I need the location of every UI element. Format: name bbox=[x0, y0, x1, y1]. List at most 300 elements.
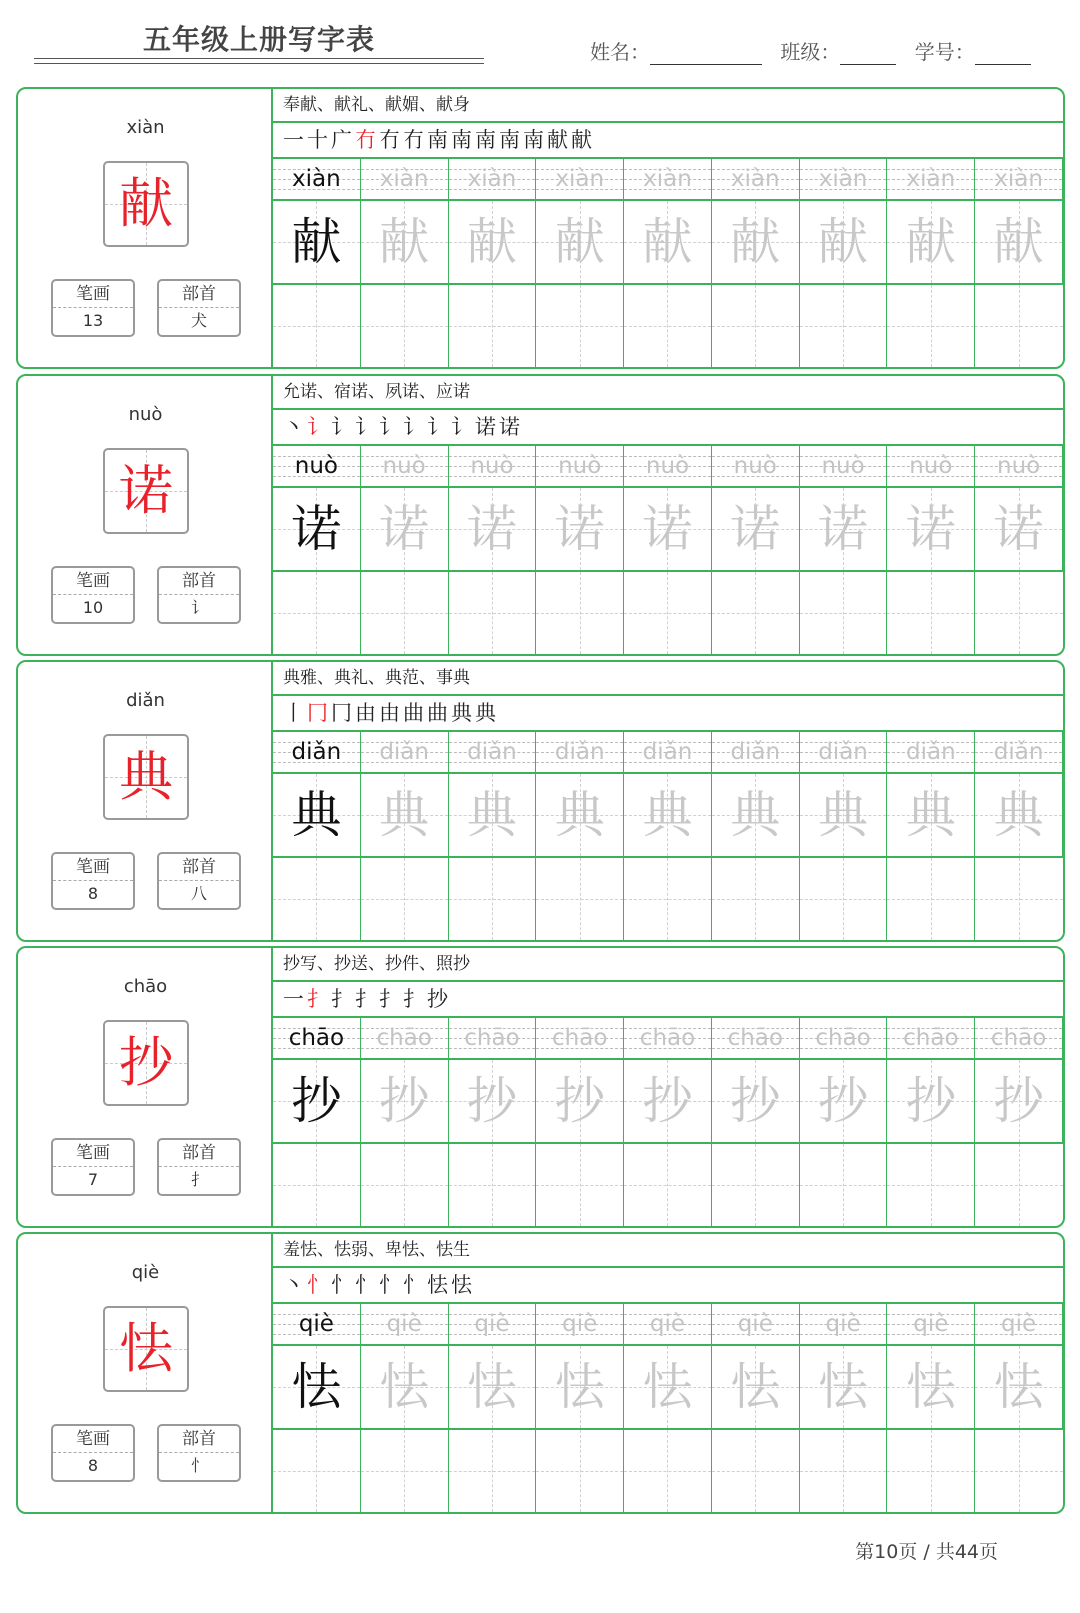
radical-value: 忄 bbox=[190, 1456, 207, 1475]
pinyin-cell bbox=[361, 159, 449, 201]
char-cell[interactable] bbox=[361, 1346, 449, 1430]
page-header bbox=[0, 0, 1080, 80]
pinyin-trace: nuò bbox=[909, 453, 953, 479]
empty-writing-cell[interactable] bbox=[361, 1144, 449, 1226]
pinyin-trace: nuò bbox=[558, 453, 602, 479]
char-cell[interactable] bbox=[800, 1060, 888, 1144]
char-cell[interactable] bbox=[800, 201, 888, 285]
pinyin-trace: diǎn bbox=[379, 739, 429, 765]
radical-box bbox=[157, 279, 241, 337]
stroke-count-box bbox=[51, 1138, 135, 1196]
char-cell[interactable] bbox=[624, 774, 712, 858]
pinyin-trace: xiàn bbox=[467, 166, 517, 192]
pinyin-trace: xiàn bbox=[379, 166, 429, 192]
empty-writing-cell[interactable] bbox=[712, 858, 800, 940]
char-cell[interactable] bbox=[536, 201, 624, 285]
pinyin-trace: chāo bbox=[464, 1025, 520, 1051]
char-display-box bbox=[103, 1306, 189, 1392]
char-cell[interactable] bbox=[273, 1060, 361, 1144]
pinyin-cell bbox=[975, 446, 1063, 488]
char-cell[interactable] bbox=[712, 488, 800, 572]
char-trace: 诺 bbox=[993, 500, 1044, 558]
char-cell[interactable] bbox=[536, 1346, 624, 1430]
char-cell[interactable] bbox=[800, 488, 888, 572]
pinyin-trace: chāo bbox=[990, 1025, 1047, 1051]
empty-writing-cell[interactable] bbox=[975, 572, 1063, 654]
stroke-order-highlight: 冇 bbox=[355, 128, 379, 152]
empty-writing-cell[interactable] bbox=[975, 858, 1063, 940]
empty-writing-cell[interactable] bbox=[800, 858, 888, 940]
char-trace: 典 bbox=[379, 786, 430, 844]
stroke-count-value: 8 bbox=[87, 1456, 99, 1475]
pinyin-cell bbox=[273, 446, 361, 488]
stroke-order-start: 丶 bbox=[283, 415, 307, 439]
char-trace: 献 bbox=[993, 213, 1044, 271]
pinyin-trace: chāo bbox=[376, 1025, 432, 1051]
pinyin-cell bbox=[800, 159, 888, 201]
pinyin-cell bbox=[536, 1304, 624, 1346]
empty-writing-cell[interactable] bbox=[449, 1144, 537, 1226]
pinyin-trace: nuò bbox=[997, 453, 1041, 479]
char-cell[interactable] bbox=[975, 201, 1063, 285]
char-trace: 献 bbox=[379, 213, 430, 271]
radical-box bbox=[157, 1138, 241, 1196]
class-blank[interactable] bbox=[840, 41, 896, 65]
pinyin-cell bbox=[712, 159, 800, 201]
char-trace: 典 bbox=[291, 786, 342, 844]
practice-panel bbox=[273, 1234, 1063, 1512]
stroke-order-rest: 冂由由曲曲典典 bbox=[331, 701, 499, 725]
empty-writing-cell[interactable] bbox=[536, 572, 624, 654]
name-blank[interactable] bbox=[650, 41, 762, 65]
char-trace: 怯 bbox=[291, 1358, 342, 1416]
pinyin-trace: xiàn bbox=[730, 166, 780, 192]
char-trace: 献 bbox=[554, 213, 605, 271]
radical-box bbox=[157, 852, 241, 910]
stroke-count-label: 笔画 bbox=[53, 854, 133, 881]
pinyin-cell bbox=[800, 1018, 888, 1060]
pinyin-trace: qiè bbox=[474, 1311, 510, 1337]
empty-writing-cell[interactable] bbox=[975, 1144, 1063, 1226]
char-trace: 诺 bbox=[642, 500, 693, 558]
empty-writing-cell[interactable] bbox=[800, 572, 888, 654]
id-label: 学号： bbox=[914, 40, 975, 64]
empty-writing-cell[interactable] bbox=[361, 572, 449, 654]
char-cell[interactable] bbox=[712, 774, 800, 858]
pinyin-cell bbox=[273, 159, 361, 201]
stroke-order-rest: 冇冇南南南南南献献 bbox=[379, 128, 595, 152]
empty-writing-cell[interactable] bbox=[273, 285, 361, 367]
pinyin-cell bbox=[624, 159, 712, 201]
char-trace: 典 bbox=[993, 786, 1044, 844]
char-trace: 诺 bbox=[291, 500, 342, 558]
char-cell[interactable] bbox=[975, 1060, 1063, 1144]
pinyin-trace: diǎn bbox=[818, 739, 868, 765]
id-blank[interactable] bbox=[975, 41, 1031, 65]
char-trace: 抄 bbox=[993, 1072, 1044, 1130]
char-trace: 典 bbox=[642, 786, 693, 844]
char-cell[interactable] bbox=[361, 201, 449, 285]
char-cell[interactable] bbox=[975, 1346, 1063, 1430]
big-character: 献 bbox=[119, 172, 173, 235]
example-words: 奉献、献礼、献媚、献身 bbox=[273, 89, 1063, 123]
char-trace: 怯 bbox=[905, 1358, 956, 1416]
char-cell[interactable] bbox=[273, 1346, 361, 1430]
pinyin-cell bbox=[624, 446, 712, 488]
pinyin-cell bbox=[800, 446, 888, 488]
class-field bbox=[780, 36, 896, 65]
pinyin-trace: chāo bbox=[552, 1025, 608, 1051]
pinyin-trace: qiè bbox=[737, 1311, 773, 1337]
example-words: 典雅、典礼、典范、事典 bbox=[273, 662, 1063, 696]
pinyin-trace: nuò bbox=[821, 453, 865, 479]
char-display-box bbox=[103, 734, 189, 820]
char-cell[interactable] bbox=[273, 201, 361, 285]
stroke-count-value: 8 bbox=[87, 884, 99, 903]
char-trace: 抄 bbox=[466, 1072, 517, 1130]
char-trace: 诺 bbox=[379, 500, 430, 558]
char-pinyin: chāo bbox=[123, 976, 168, 997]
stroke-count-label: 笔画 bbox=[53, 281, 133, 308]
char-trace: 诺 bbox=[818, 500, 869, 558]
char-cell[interactable] bbox=[273, 488, 361, 572]
char-trace: 抄 bbox=[554, 1072, 605, 1130]
stroke-count-box bbox=[51, 1424, 135, 1482]
empty-writing-cell[interactable] bbox=[887, 572, 975, 654]
char-trace: 诺 bbox=[730, 500, 781, 558]
empty-writing-cell[interactable] bbox=[361, 1430, 449, 1512]
pinyin-trace: qiè bbox=[386, 1311, 422, 1337]
empty-writing-cell[interactable] bbox=[712, 1430, 800, 1512]
empty-writing-cell[interactable] bbox=[273, 1144, 361, 1226]
pinyin-trace: nuò bbox=[733, 453, 777, 479]
pinyin-trace: qiè bbox=[913, 1311, 949, 1337]
empty-writing-cell[interactable] bbox=[273, 858, 361, 940]
empty-writing-cell[interactable] bbox=[887, 285, 975, 367]
pinyin-cell bbox=[712, 1018, 800, 1060]
pinyin-trace: xiàn bbox=[555, 166, 605, 192]
char-cell[interactable] bbox=[975, 774, 1063, 858]
character-card bbox=[16, 660, 1065, 942]
char-cell[interactable] bbox=[624, 1060, 712, 1144]
char-cell[interactable] bbox=[449, 201, 537, 285]
char-pinyin: qiè bbox=[131, 1262, 160, 1283]
char-trace: 献 bbox=[642, 213, 693, 271]
pinyin-trace: diǎn bbox=[906, 739, 956, 765]
pinyin-trace: xiàn bbox=[994, 166, 1043, 192]
empty-writing-cell[interactable] bbox=[800, 285, 888, 367]
empty-writing-cell[interactable] bbox=[887, 1144, 975, 1226]
character-card bbox=[16, 946, 1065, 1228]
pinyin-cell bbox=[449, 1018, 537, 1060]
big-character: 典 bbox=[119, 745, 173, 808]
char-cell[interactable] bbox=[536, 774, 624, 858]
student-info-fields bbox=[590, 36, 1043, 65]
pinyin-trace: qiè bbox=[562, 1311, 598, 1337]
char-display-box bbox=[103, 1020, 189, 1106]
char-trace: 怯 bbox=[730, 1358, 781, 1416]
radical-box bbox=[157, 1424, 241, 1482]
pinyin-cell bbox=[361, 1304, 449, 1346]
page-number: 第10页 / 共44页 bbox=[855, 1541, 998, 1563]
page-title: 五年级上册写字表 bbox=[142, 23, 375, 56]
pinyin-cell bbox=[975, 1018, 1063, 1060]
pinyin-trace: nuò bbox=[294, 453, 338, 479]
radical-label: 部首 bbox=[159, 1426, 239, 1453]
pinyin-cell bbox=[975, 1304, 1063, 1346]
empty-writing-cell[interactable] bbox=[361, 858, 449, 940]
pinyin-cell bbox=[273, 732, 361, 774]
pinyin-trace: xiàn bbox=[818, 166, 868, 192]
empty-writing-cell[interactable] bbox=[449, 572, 537, 654]
practice-grid bbox=[273, 159, 1063, 367]
pinyin-cell bbox=[449, 732, 537, 774]
char-cell[interactable] bbox=[887, 774, 975, 858]
stroke-order-start: 一 bbox=[283, 987, 307, 1011]
char-cell[interactable] bbox=[361, 488, 449, 572]
pinyin-cell bbox=[887, 732, 975, 774]
char-cell[interactable] bbox=[273, 774, 361, 858]
practice-panel bbox=[273, 662, 1063, 940]
radical-label: 部首 bbox=[159, 281, 239, 308]
pinyin-trace: diǎn bbox=[730, 739, 781, 765]
pinyin-trace: nuò bbox=[470, 453, 514, 479]
empty-writing-cell[interactable] bbox=[273, 572, 361, 654]
empty-writing-cell[interactable] bbox=[800, 1430, 888, 1512]
char-trace: 抄 bbox=[642, 1072, 693, 1130]
stroke-order-highlight: 忄 bbox=[307, 1273, 331, 1297]
stroke-order bbox=[273, 982, 1063, 1018]
stroke-order bbox=[273, 410, 1063, 446]
char-trace: 典 bbox=[466, 786, 517, 844]
stroke-order-highlight: 冂 bbox=[307, 701, 331, 725]
char-cell[interactable] bbox=[449, 488, 537, 572]
pinyin-cell bbox=[449, 1304, 537, 1346]
pinyin-trace: diǎn bbox=[291, 739, 342, 765]
char-cell[interactable] bbox=[975, 488, 1063, 572]
example-words: 允诺、宿诺、夙诺、应诺 bbox=[273, 376, 1063, 410]
char-cell[interactable] bbox=[449, 1060, 537, 1144]
empty-writing-cell[interactable] bbox=[536, 285, 624, 367]
pinyin-cell bbox=[449, 159, 537, 201]
char-trace: 怯 bbox=[379, 1358, 430, 1416]
empty-writing-cell[interactable] bbox=[449, 1430, 537, 1512]
pinyin-cell bbox=[800, 1304, 888, 1346]
character-card bbox=[16, 1232, 1065, 1514]
char-display-box bbox=[103, 448, 189, 534]
empty-writing-cell[interactable] bbox=[624, 1144, 712, 1226]
char-trace: 抄 bbox=[379, 1072, 430, 1130]
stroke-order bbox=[273, 1268, 1063, 1304]
pinyin-trace: xiàn bbox=[643, 166, 692, 192]
char-info-panel bbox=[18, 1234, 273, 1512]
pinyin-trace: diǎn bbox=[554, 739, 605, 765]
char-cell[interactable] bbox=[449, 1346, 537, 1430]
stroke-count-label: 笔画 bbox=[53, 1140, 133, 1167]
empty-writing-cell[interactable] bbox=[449, 858, 537, 940]
pinyin-trace: chāo bbox=[727, 1025, 783, 1051]
pinyin-cell bbox=[887, 159, 975, 201]
char-trace: 抄 bbox=[291, 1072, 342, 1130]
stroke-order-start: 丨 bbox=[283, 701, 307, 725]
empty-writing-cell[interactable] bbox=[887, 1430, 975, 1512]
practice-panel bbox=[273, 376, 1063, 654]
char-info-panel bbox=[18, 89, 273, 367]
empty-writing-cell[interactable] bbox=[536, 858, 624, 940]
character-card bbox=[16, 87, 1065, 369]
big-character: 抄 bbox=[119, 1031, 173, 1094]
empty-writing-cell[interactable] bbox=[712, 572, 800, 654]
radical-label: 部首 bbox=[159, 568, 239, 595]
char-cell[interactable] bbox=[887, 201, 975, 285]
char-cell[interactable] bbox=[887, 488, 975, 572]
empty-writing-cell[interactable] bbox=[624, 1430, 712, 1512]
pinyin-cell bbox=[800, 732, 888, 774]
radical-label: 部首 bbox=[159, 1140, 239, 1167]
empty-writing-cell[interactable] bbox=[975, 285, 1063, 367]
radical-value: 扌 bbox=[190, 1170, 207, 1189]
char-cell[interactable] bbox=[361, 1060, 449, 1144]
pinyin-cell bbox=[536, 732, 624, 774]
empty-writing-cell[interactable] bbox=[624, 285, 712, 367]
char-info-panel bbox=[18, 662, 273, 940]
big-character: 诺 bbox=[119, 459, 173, 522]
pinyin-cell bbox=[361, 446, 449, 488]
pinyin-cell bbox=[273, 1304, 361, 1346]
char-info-panel bbox=[18, 948, 273, 1226]
practice-grid bbox=[273, 732, 1063, 940]
char-cell[interactable] bbox=[624, 488, 712, 572]
char-cell[interactable] bbox=[887, 1346, 975, 1430]
pinyin-trace: diǎn bbox=[993, 739, 1044, 765]
char-trace: 典 bbox=[818, 786, 869, 844]
example-words: 抄写、抄送、抄件、照抄 bbox=[273, 948, 1063, 982]
pinyin-trace: chāo bbox=[288, 1025, 345, 1051]
pinyin-cell bbox=[624, 1018, 712, 1060]
char-pinyin: xiàn bbox=[126, 117, 165, 138]
pinyin-cell bbox=[712, 1304, 800, 1346]
pinyin-cell bbox=[887, 446, 975, 488]
char-trace: 献 bbox=[291, 213, 342, 271]
char-cell[interactable] bbox=[712, 201, 800, 285]
title-underline bbox=[34, 58, 484, 59]
char-trace: 诺 bbox=[466, 500, 517, 558]
char-cell[interactable] bbox=[449, 774, 537, 858]
char-cell[interactable] bbox=[800, 774, 888, 858]
char-trace: 抄 bbox=[818, 1072, 869, 1130]
pinyin-cell bbox=[887, 1018, 975, 1060]
practice-grid bbox=[273, 1018, 1063, 1226]
stroke-order bbox=[273, 696, 1063, 732]
char-cell[interactable] bbox=[624, 1346, 712, 1430]
char-trace: 典 bbox=[554, 786, 605, 844]
empty-writing-cell[interactable] bbox=[712, 285, 800, 367]
pinyin-trace: chāo bbox=[815, 1025, 871, 1051]
char-cell[interactable] bbox=[800, 1346, 888, 1430]
empty-writing-cell[interactable] bbox=[536, 1430, 624, 1512]
char-trace: 典 bbox=[905, 786, 956, 844]
pinyin-trace: chāo bbox=[639, 1025, 696, 1051]
empty-writing-cell[interactable] bbox=[273, 1430, 361, 1512]
char-trace: 诺 bbox=[554, 500, 605, 558]
char-display-box bbox=[103, 161, 189, 247]
empty-writing-cell[interactable] bbox=[536, 1144, 624, 1226]
char-cell[interactable] bbox=[712, 1060, 800, 1144]
char-info-panel bbox=[18, 376, 273, 654]
pinyin-trace: diǎn bbox=[467, 739, 517, 765]
pinyin-cell bbox=[273, 1018, 361, 1060]
pinyin-trace: xiàn bbox=[906, 166, 956, 192]
stroke-count-label: 笔画 bbox=[53, 568, 133, 595]
empty-writing-cell[interactable] bbox=[712, 1144, 800, 1226]
char-trace: 献 bbox=[818, 213, 869, 271]
pinyin-cell bbox=[449, 446, 537, 488]
practice-panel bbox=[273, 948, 1063, 1226]
empty-writing-cell[interactable] bbox=[361, 285, 449, 367]
empty-writing-cell[interactable] bbox=[887, 858, 975, 940]
char-cell[interactable] bbox=[361, 774, 449, 858]
empty-writing-cell[interactable] bbox=[800, 1144, 888, 1226]
practice-grid bbox=[273, 1304, 1063, 1512]
char-trace: 献 bbox=[730, 213, 781, 271]
pinyin-cell bbox=[361, 732, 449, 774]
stroke-order-rest: 扌扌扌扌抄 bbox=[331, 987, 451, 1011]
stroke-order-highlight: 讠 bbox=[307, 415, 331, 439]
char-trace: 怯 bbox=[466, 1358, 517, 1416]
empty-writing-cell[interactable] bbox=[624, 572, 712, 654]
empty-writing-cell[interactable] bbox=[449, 285, 537, 367]
big-character: 怯 bbox=[119, 1317, 173, 1380]
practice-grid bbox=[273, 446, 1063, 654]
stroke-count-value: 7 bbox=[87, 1170, 99, 1189]
pinyin-trace: nuò bbox=[645, 453, 690, 479]
char-cell[interactable] bbox=[536, 488, 624, 572]
pinyin-cell bbox=[624, 1304, 712, 1346]
pinyin-trace: qiè bbox=[298, 1311, 334, 1337]
char-trace: 怯 bbox=[993, 1358, 1044, 1416]
pinyin-cell bbox=[624, 732, 712, 774]
radical-label: 部首 bbox=[159, 854, 239, 881]
char-cell[interactable] bbox=[887, 1060, 975, 1144]
char-trace: 抄 bbox=[730, 1072, 781, 1130]
char-pinyin: diǎn bbox=[126, 690, 165, 711]
char-trace: 诺 bbox=[905, 500, 956, 558]
char-cell[interactable] bbox=[624, 201, 712, 285]
example-words: 羞怯、怯弱、卑怯、怯生 bbox=[273, 1234, 1063, 1268]
empty-writing-cell[interactable] bbox=[624, 858, 712, 940]
radical-value: 讠 bbox=[190, 598, 207, 617]
pinyin-cell bbox=[712, 446, 800, 488]
pinyin-cell bbox=[536, 159, 624, 201]
char-cell[interactable] bbox=[712, 1346, 800, 1430]
pinyin-cell bbox=[975, 732, 1063, 774]
stroke-count-label: 笔画 bbox=[53, 1426, 133, 1453]
char-cell[interactable] bbox=[536, 1060, 624, 1144]
char-trace: 怯 bbox=[554, 1358, 605, 1416]
pinyin-cell bbox=[536, 1018, 624, 1060]
stroke-order-rest: 忄忄忄忄怯怯 bbox=[331, 1273, 475, 1297]
pinyin-trace: xiàn bbox=[292, 166, 341, 192]
radical-value: 八 bbox=[190, 884, 207, 903]
pinyin-cell bbox=[361, 1018, 449, 1060]
empty-writing-cell[interactable] bbox=[975, 1430, 1063, 1512]
stroke-count-box bbox=[51, 279, 135, 337]
stroke-order-highlight: 扌 bbox=[307, 987, 331, 1011]
practice-panel bbox=[273, 89, 1063, 367]
pinyin-trace: qiè bbox=[649, 1311, 686, 1337]
char-trace: 抄 bbox=[905, 1072, 956, 1130]
stroke-count-box bbox=[51, 566, 135, 624]
